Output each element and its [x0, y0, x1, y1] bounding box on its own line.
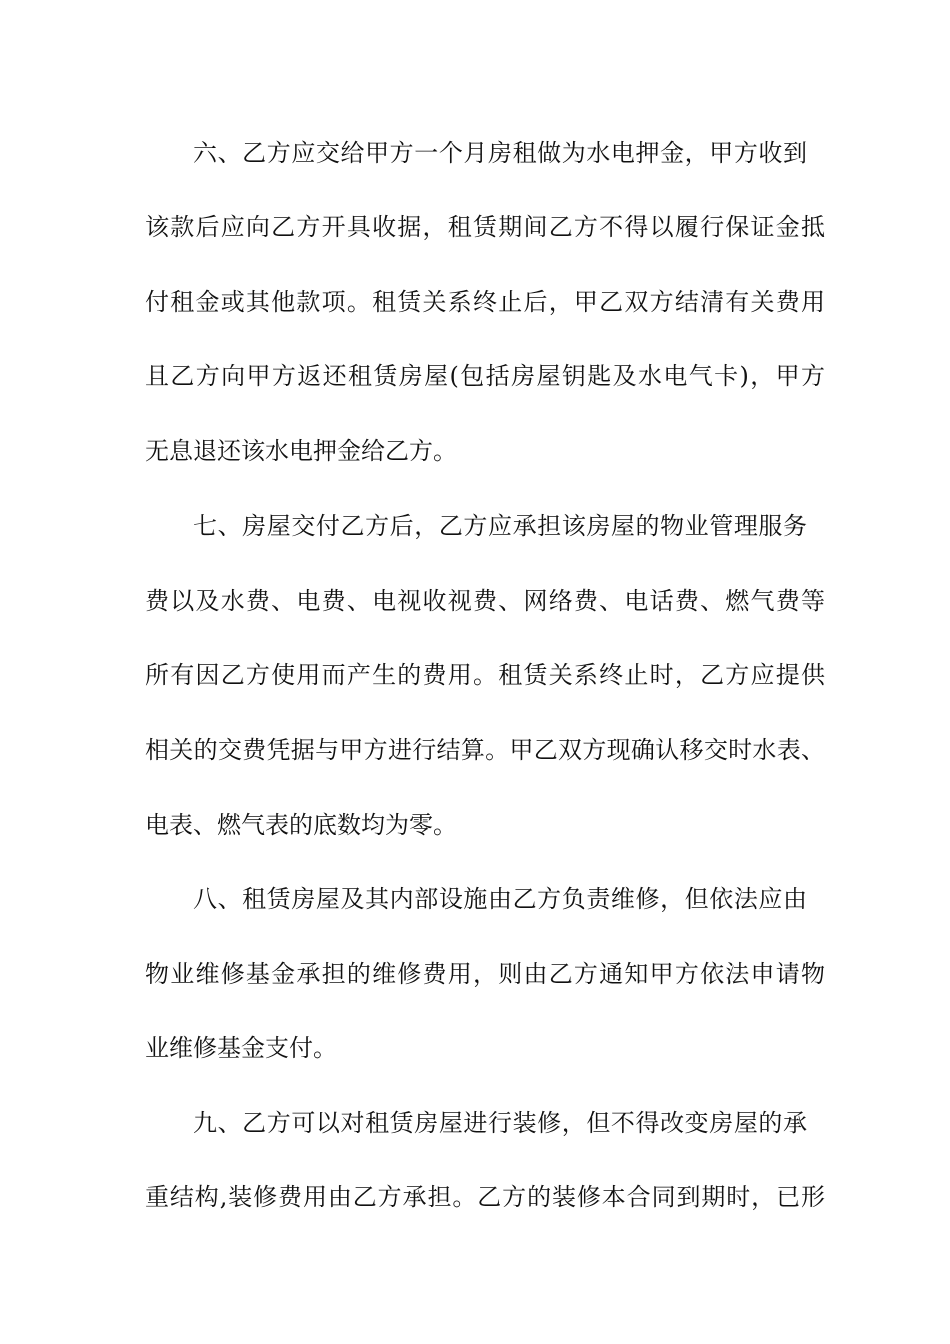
text-line: 九、乙方可以对租赁房屋进行装修，但不得改变房屋的承: [193, 1109, 807, 1137]
text-line: 物业维修基金承担的维修费用，则由乙方通知甲方依法申请物: [145, 960, 825, 988]
text-line: 相关的交费凭据与甲方进行结算。甲乙双方现确认移交时水表、: [145, 736, 825, 764]
text-line: 该款后应向乙方开具收据，租赁期间乙方不得以履行保证金抵: [145, 213, 825, 241]
text-line: 重结构,装修费用由乙方承担。乙方的装修本合同到期时，已形: [145, 1183, 825, 1211]
text-line: 所有因乙方使用而产生的费用。租赁关系终止时，乙方应提供: [145, 661, 825, 689]
text-line: 八、租赁房屋及其内部设施由乙方负责维修，但依法应由: [193, 885, 807, 913]
text-line: 付租金或其他款项。租赁关系终止后，甲乙双方结清有关费用: [145, 288, 825, 316]
text-line: 电表、燃气表的底数均为零。: [145, 811, 457, 839]
text-line: 业维修基金支付。: [145, 1034, 337, 1062]
text-line: 七、房屋交付乙方后，乙方应承担该房屋的物业管理服务: [193, 512, 807, 540]
text-line: 费以及水费、电费、电视收视费、网络费、电话费、燃气费等: [145, 587, 825, 615]
text-line: 六、乙方应交给甲方一个月房租做为水电押金，甲方收到: [193, 139, 807, 167]
text-line: 且乙方向甲方返还租赁房屋(包括房屋钥匙及水电气卡)，甲方: [145, 362, 825, 390]
text-line: 无息退还该水电押金给乙方。: [145, 437, 457, 465]
